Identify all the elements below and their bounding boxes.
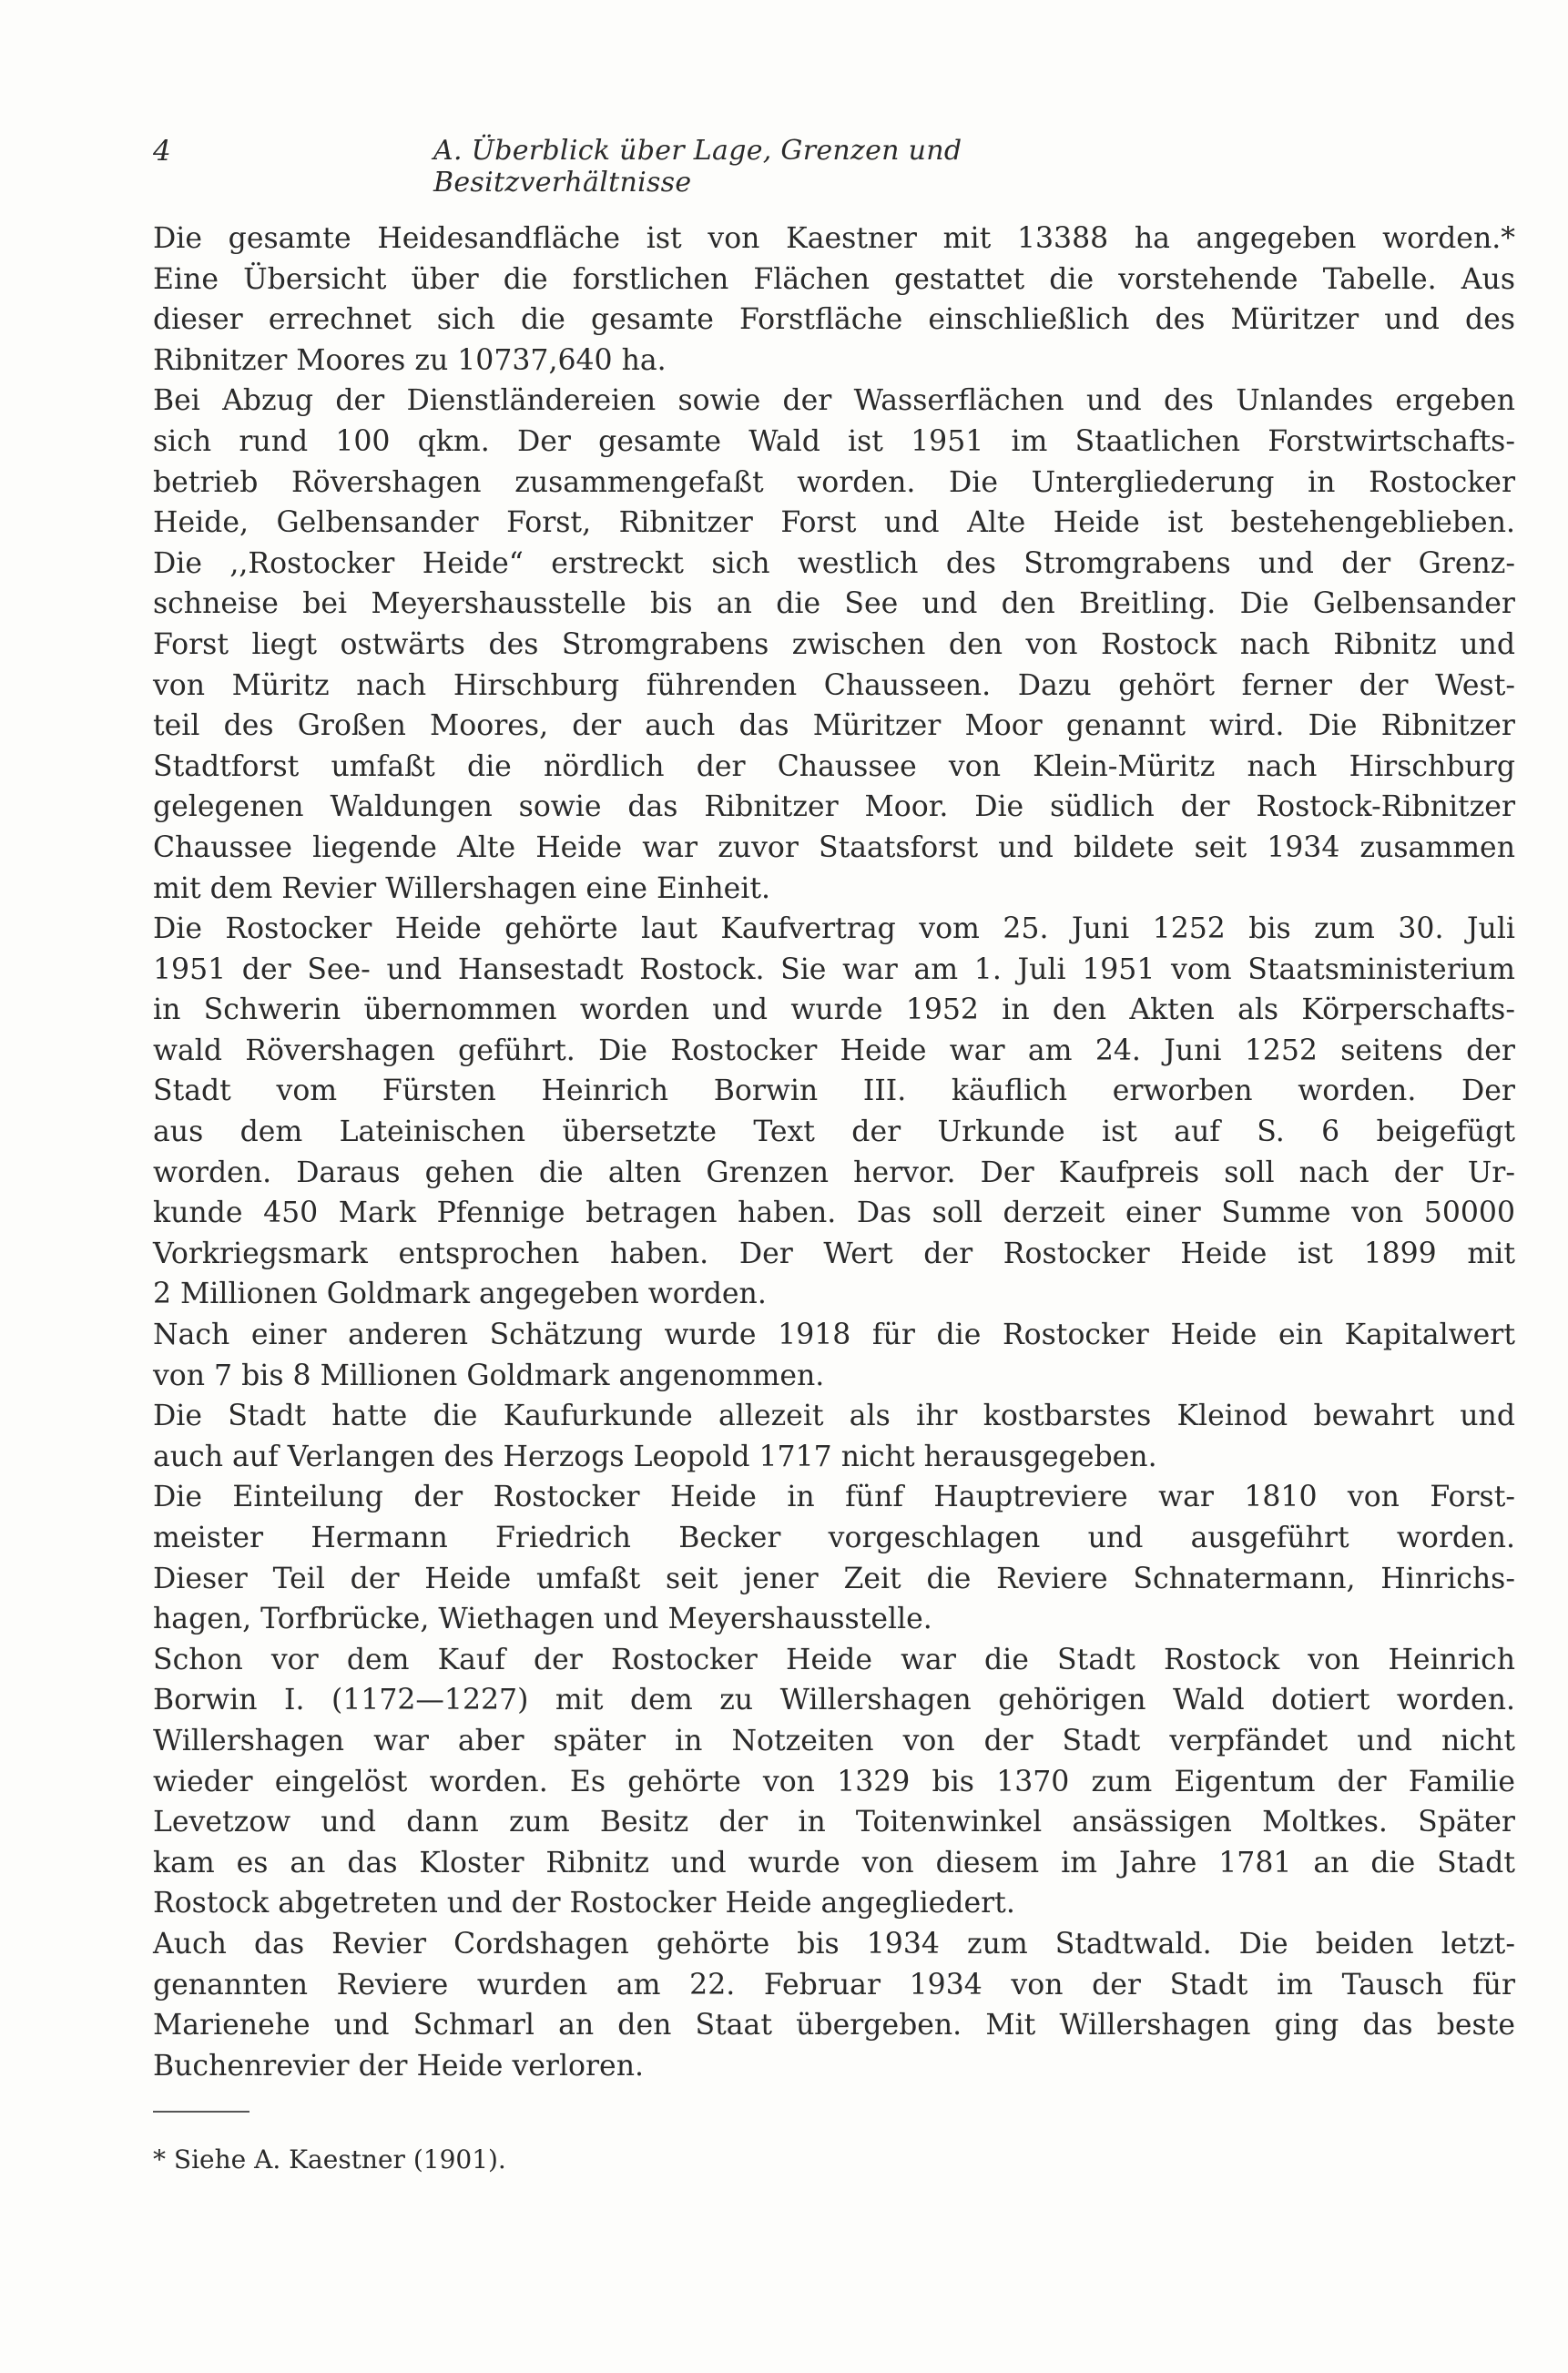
text-line: meister Hermann Friedrich Becker vorgeschlagen und ausgeführt worden.	[153, 1522, 1515, 1554]
text-line: Die gesamte Heidesandfläche ist von Kaestner mit 13388 ha angegeben worden.*	[153, 222, 1515, 255]
text-line: Buchenrevier der Heide verloren.	[153, 2049, 644, 2083]
text-line: Dieser Teil der Heide umfaßt seit jener Zeit die Reviere Schnatermann, Hinrichs-	[153, 1562, 1515, 1595]
text-line: von Müritz nach Hirschburg führenden Chausseen. Dazu gehört ferner der West-	[153, 668, 1515, 702]
footnote-divider	[153, 2111, 249, 2113]
text-line: worden. Daraus gehen die alten Grenzen hervor. Der Kaufpreis soll nach der Ur-	[153, 1156, 1515, 1189]
text-line: Die Stadt hatte die Kaufurkunde allezeit als ihr kostbarstes Kleinod bewahrt und	[153, 1400, 1515, 1433]
page-number: 4	[153, 135, 171, 168]
text-line: Levetzow und dann zum Besitz der in Toitenwinkel ansässigen Moltkes. Später	[153, 1806, 1515, 1839]
text-line: wieder eingelöst worden. Es gehörte von 1329 bis 1370 zum Eigentum der Familie	[153, 1765, 1515, 1798]
text-line: mit dem Revier Willershagen eine Einheit.	[153, 871, 771, 905]
text-line: Willershagen war aber später in Notzeiten von der Stadt verpfändet und nicht	[153, 1724, 1515, 1757]
text-line: Rostock abgetreten und der Rostocker Heide angegliedert.	[153, 1887, 1015, 1920]
text-line: 1951 der See- und Hansestadt Rostock. Sie war am 1. Juli 1951 vom Staatsministerium	[153, 952, 1515, 986]
text-line: betrieb Rövershagen zusammengefaßt worden. Die Untergliederung in Rostocker	[153, 465, 1515, 499]
page-header	[153, 135, 1227, 199]
text-line: Vorkriegsmark entsprochen haben. Der Wert der Rostocker Heide ist 1899 mit	[153, 1237, 1515, 1270]
text-line: Stadt vom Fürsten Heinrich Borwin III. käuflich erworben worden. Der	[153, 1074, 1515, 1108]
text-line: wald Rövershagen geführt. Die Rostocker Heide war am 24. Juni 1252 seitens der	[153, 1034, 1515, 1067]
text-line: Die Rostocker Heide gehörte laut Kaufvertrag vom 25. Juni 1252 bis zum 30. Juli	[153, 912, 1515, 946]
text-line: von 7 bis 8 Millionen Goldmark angenommen.	[153, 1359, 825, 1392]
text-line: Forst liegt ostwärts des Stromgrabens zwischen den von Rostock nach Ribnitz und	[153, 627, 1515, 661]
text-line: 2 Millionen Goldmark angegeben worden.	[153, 1278, 767, 1311]
text-line: dieser errechnet sich die gesamte Forstfläche einschließlich des Müritzer und des	[153, 303, 1515, 337]
text-line: Heide, Gelbensander Forst, Ribnitzer Forst und Alte Heide ist bestehengeblieben.	[153, 506, 1515, 540]
text-line: in Schwerin übernommen worden und wurde 1952 in den Akten als Körperschafts-	[153, 993, 1515, 1027]
text-line: Eine Übersicht über die forstlichen Flächen gestattet die vorstehende Tabelle. Aus	[153, 262, 1515, 296]
text-line: teil des Großen Moores, der auch das Müritzer Moor genannt wird. Die Ribnitzer	[153, 709, 1515, 743]
text-line: Auch das Revier Cordshagen gehörte bis 1934 zum Stadtwald. Die beiden letzt-	[153, 1927, 1515, 1961]
text-line: aus dem Lateinischen übersetzte Text der Urkunde ist auf S. 6 beigefügt	[153, 1115, 1515, 1149]
text-line: sich rund 100 qkm. Der gesamte Wald ist 1951 im Staatlichen Forstwirtschafts-	[153, 424, 1515, 458]
text-line: kunde 450 Mark Pfennige betragen haben. Das soll derzeit einer Summe von 50000	[153, 1197, 1515, 1230]
text-line: Schon vor dem Kauf der Rostocker Heide war die Stadt Rostock von Heinrich	[153, 1643, 1515, 1676]
body-text	[153, 219, 1515, 2086]
text-line: genannten Reviere wurden am 22. Februar 1934 von der Stadt im Tausch für	[153, 1968, 1515, 2001]
text-line: kam es an das Kloster Ribnitz und wurde von diesem im Jahre 1781 an die Stadt	[153, 1846, 1515, 1879]
running-head: A. Überblick über Lage, Grenzen und Besitzverhältnisse	[433, 135, 962, 199]
text-line: Chaussee liegende Alte Heide war zuvor Staatsforst und bildete seit 1934 zusammen	[153, 830, 1515, 864]
text-line: auch auf Verlangen des Herzogs Leopold 1717 nicht herausgegeben.	[153, 1440, 1157, 1473]
text-line: gelegenen Waldungen sowie das Ribnitzer Moor. Die südlich der Rostock-Ribnitzer	[153, 790, 1515, 824]
text-line: Bei Abzug der Dienstländereien sowie der Wasserflächen und des Unlandes ergeben	[153, 384, 1515, 418]
text-line: Ribnitzer Moores zu 10737,640 ha.	[153, 343, 667, 377]
text-line: Die ,,Rostocker Heide“ erstreckt sich westlich des Stromgrabens und der Grenz-	[153, 546, 1515, 580]
footnote: * Siehe A. Kaestner (1901).	[153, 2144, 506, 2174]
text-line: Marienehe und Schmarl an den Staat übergeben. Mit Willershagen ging das beste	[153, 2009, 1515, 2042]
text-line: Die Einteilung der Rostocker Heide in fünf Hauptreviere war 1810 von Forst-	[153, 1481, 1515, 1514]
text-line: Borwin I. (1172—1227) mit dem zu Willershagen gehörigen Wald dotiert worden.	[153, 1684, 1515, 1717]
text-line: Nach einer anderen Schätzung wurde 1918 für die Rostocker Heide ein Kapitalwert	[153, 1319, 1515, 1352]
text-line: schneise bei Meyershausstelle bis an die See und den Breitling. Die Gelbensander	[153, 587, 1515, 621]
text-line: Stadtforst umfaßt die nördlich der Chaussee von Klein-Müritz nach Hirschburg	[153, 749, 1515, 783]
text-line: hagen, Torfbrücke, Wiethagen und Meyershausstelle.	[153, 1603, 932, 1636]
